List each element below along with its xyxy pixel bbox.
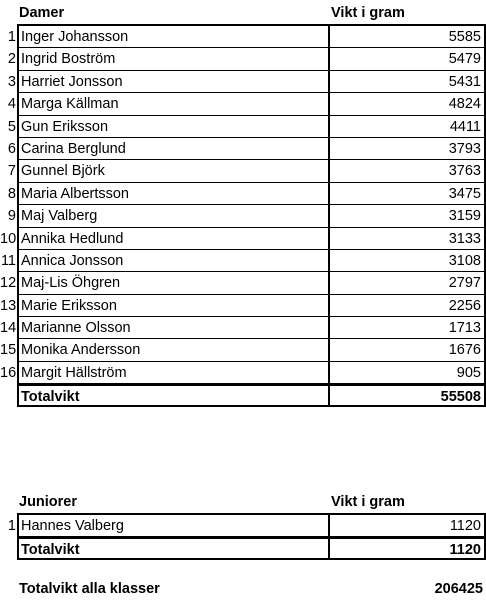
name-cell: Marie Eriksson [17,295,328,317]
weight-cell: 3475 [328,183,486,205]
name-cell: Monika Andersson [17,339,328,361]
weight-cell: 3108 [328,250,486,272]
name-cell: Ingrid Boström [17,48,328,70]
row-number: 15 [0,342,17,359]
weight-cell: 4411 [328,116,486,138]
total-value: 55508 [328,384,486,406]
total-label: Totalvikt [17,537,328,559]
total-row [17,384,486,406]
row-number: 10 [0,230,17,247]
weight-cell: 4824 [328,93,486,115]
table-row [0,362,486,384]
total-label: Totalvikt [17,384,328,406]
name-cell: Maria Albertsson [17,183,328,205]
weight-cell: 3793 [328,138,486,160]
name-cell: Maj-Lis Öhgren [17,272,328,294]
table-row [7,26,486,48]
juniorer-weight-header: Vikt i gram [331,494,405,510]
damer-weight-header: Vikt i gram [331,5,405,21]
name-cell: Hannes Valberg [17,515,328,537]
weight-cell: 5585 [328,26,486,48]
damer-header: Damer [19,5,65,21]
row-number: 14 [0,320,17,337]
weight-cell: 5431 [328,71,486,93]
table-row [7,205,486,227]
name-cell: Carina Berglund [17,138,328,160]
damer-table [0,24,486,407]
name-cell: Gunnel Björk [17,160,328,182]
weight-cell: 1713 [328,317,486,339]
row-number: 12 [0,275,17,292]
name-cell: Annica Jonsson [17,250,328,272]
table-row [0,295,486,317]
row-number: 7 [7,163,16,180]
name-cell: Margit Hällström [17,362,328,384]
name-cell: Marga Källman [17,93,328,115]
row-number: 1 [7,29,16,45]
weight-cell: 5479 [328,48,486,70]
total-value: 1120 [328,537,486,559]
row-number: 8 [7,185,16,202]
grand-total-label: Totalvikt alla klasser [19,581,160,597]
row-number: 6 [7,140,16,157]
weight-cell: 2797 [328,272,486,294]
grand-total [0,578,486,600]
row-number: 2 [7,51,16,68]
weight-cell: 905 [328,362,486,384]
row-number: 11 [0,252,16,269]
table-row [7,93,486,115]
table-row [7,71,486,93]
name-cell: Marianne Olsson [17,317,328,339]
name-cell: Harriet Jonsson [17,71,328,93]
table-row [7,138,486,160]
weight-cell: 3763 [328,160,486,182]
table-row [0,317,486,339]
table-row [0,228,486,250]
juniorer-header: Juniorer [19,494,78,510]
row-number: 16 [0,364,17,381]
row-number: 3 [7,73,16,90]
grand-total-value: 206425 [434,581,483,597]
name-cell: Inger Johansson [17,26,328,48]
juniorer-table [7,513,486,560]
name-cell: Annika Hedlund [17,228,328,250]
table-row [7,183,486,205]
name-cell: Maj Valberg [17,205,328,227]
weight-cell: 3133 [328,228,486,250]
row-number: 9 [7,208,16,225]
table-row [0,250,486,272]
name-cell: Gun Eriksson [17,116,328,138]
table-row [7,48,486,70]
weight-cell: 1676 [328,339,486,361]
total-row [17,537,486,559]
row-number: 13 [0,297,17,314]
weight-cell: 3159 [328,205,486,227]
row-number: 5 [7,118,16,135]
table-row [7,515,486,537]
row-number: 4 [7,96,16,113]
weight-cell: 1120 [328,515,486,537]
weight-cell: 2256 [328,295,486,317]
table-row [0,339,486,361]
row-number: 1 [7,518,16,534]
table-row [7,160,486,182]
table-row [0,272,486,294]
table-row [7,116,486,138]
